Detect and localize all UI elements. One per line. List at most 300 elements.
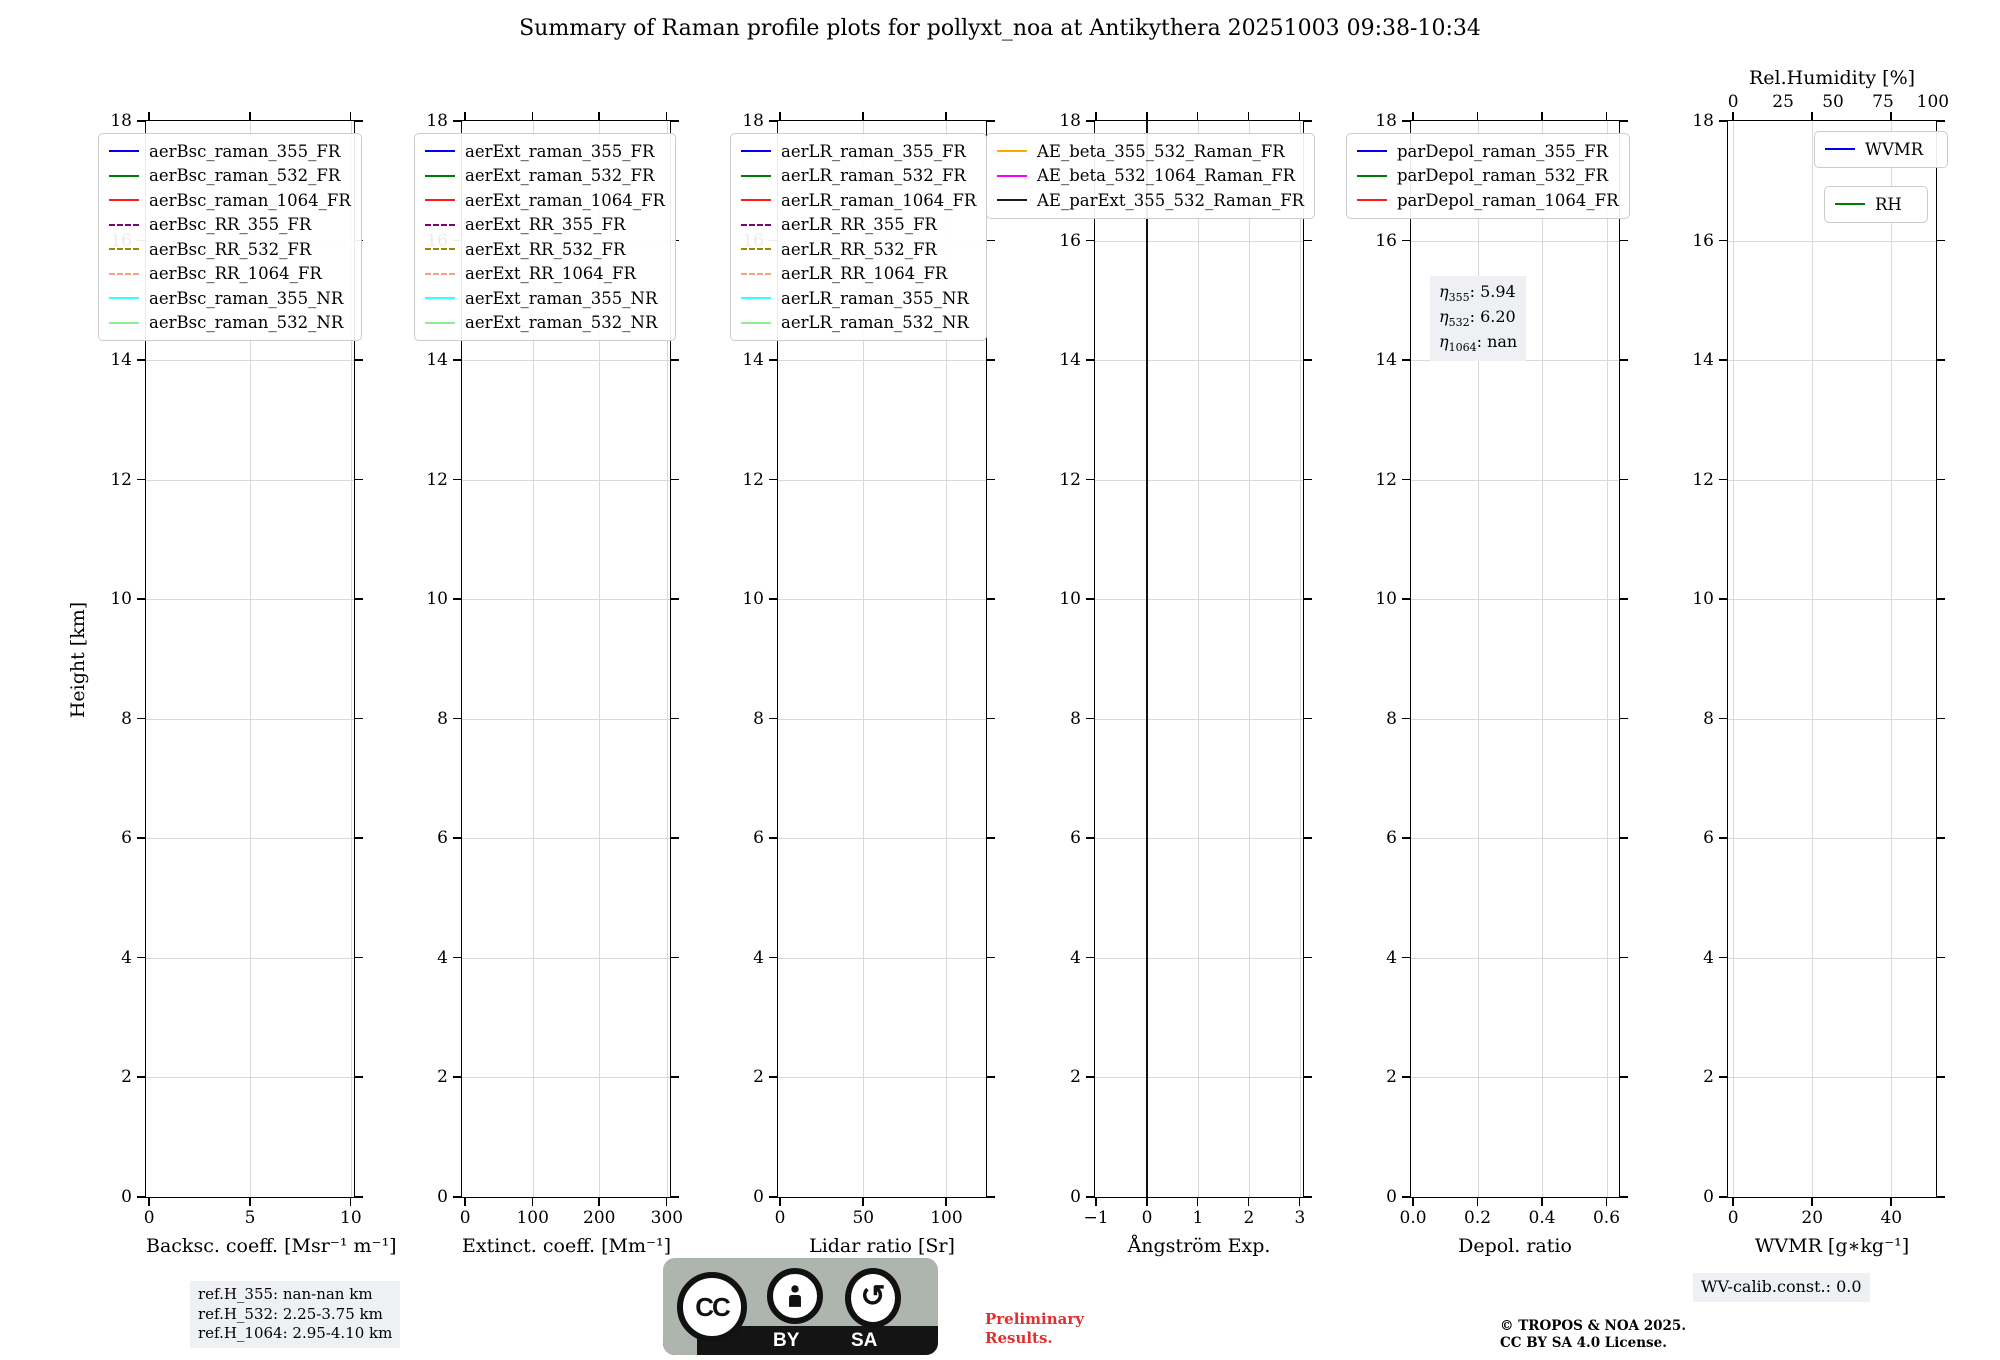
y-tick-mark — [1086, 359, 1094, 361]
y-tick-label: 6 — [1386, 828, 1397, 849]
y-tick-mark — [1937, 240, 1945, 242]
eta-value: 5.94 — [1480, 282, 1516, 301]
top-tick-label: 100 — [1916, 92, 1950, 112]
h-gridline — [462, 719, 670, 720]
x-tick-mark — [1412, 1198, 1414, 1206]
cc-by-person-icon — [767, 1268, 823, 1324]
legend-line-swatch — [425, 322, 455, 324]
legend-label: aerLR_raman_355_NR — [781, 288, 969, 308]
y-tick-label: 10 — [1692, 589, 1714, 610]
y-tick-mark — [1304, 837, 1312, 839]
y-tick-mark — [1620, 837, 1628, 839]
legend-line-swatch — [1357, 175, 1387, 177]
y-tick-label: 18 — [1059, 111, 1081, 131]
y-tick-mark — [1086, 837, 1094, 839]
y-tick-mark — [137, 1196, 145, 1198]
y-tick-mark — [1402, 718, 1410, 720]
y-tick-mark — [355, 479, 363, 481]
x-tick-label: 0 — [1141, 1208, 1153, 1228]
legend-label: aerBsc_raman_532_NR — [149, 313, 344, 333]
legend-entry — [425, 213, 665, 238]
y-tick-mark — [1304, 1196, 1312, 1198]
legend-line-swatch — [741, 297, 771, 299]
legend-entry — [425, 262, 665, 287]
y-tick-mark — [1620, 240, 1628, 242]
y-tick-mark — [987, 1076, 995, 1078]
y-tick-label: 4 — [437, 947, 448, 968]
h-gridline — [1411, 958, 1619, 959]
y-tick-mark — [769, 120, 777, 122]
x-tick-mark — [1541, 112, 1543, 120]
legend-line-swatch — [997, 199, 1027, 201]
y-tick-mark — [355, 837, 363, 839]
y-tick-mark — [355, 718, 363, 720]
y-tick-mark — [1086, 120, 1094, 122]
y-tick-label: 8 — [1386, 708, 1397, 729]
y-tick-label: 18 — [1375, 111, 1397, 131]
y-tick-mark — [1620, 1196, 1628, 1198]
y-tick-label: 14 — [1692, 350, 1714, 371]
legend-line-swatch — [425, 199, 455, 201]
y-tick-mark — [1620, 1076, 1628, 1078]
y-tick-mark — [1719, 479, 1727, 481]
eta-symbol: η — [1439, 307, 1449, 327]
legend-entry — [997, 164, 1304, 189]
h-gridline — [1728, 480, 1936, 481]
h-gridline — [1728, 958, 1936, 959]
legend-entry — [109, 237, 351, 262]
wv-calibration-annotation: WV-calib.const.: 0.0 — [1693, 1273, 1870, 1302]
h-gridline — [778, 1077, 986, 1078]
h-gridline — [1095, 838, 1303, 839]
y-tick-mark — [355, 957, 363, 959]
v-gridline — [1891, 121, 1892, 1197]
y-tick-label: 18 — [1692, 111, 1714, 131]
legend-angstroem-exponent — [986, 133, 1315, 219]
legend-entry — [997, 139, 1304, 164]
h-gridline — [1411, 480, 1619, 481]
x-tick-mark — [1197, 1198, 1199, 1206]
cc-by-label: BY — [773, 1330, 800, 1351]
y-tick-mark — [1086, 957, 1094, 959]
v-gridline — [1607, 121, 1608, 1197]
y-tick-mark — [1402, 359, 1410, 361]
legend-label: aerLR_raman_1064_FR — [781, 190, 977, 210]
x-tick-mark — [1606, 1198, 1608, 1206]
y-tick-mark — [1620, 359, 1628, 361]
x-tick-mark — [464, 112, 466, 120]
y-tick-mark — [1719, 598, 1727, 600]
y-tick-label: 6 — [753, 828, 764, 849]
h-gridline — [1095, 241, 1303, 242]
ref-h-355: ref.H_355: nan-nan km — [198, 1285, 373, 1303]
legend-entry — [109, 286, 351, 311]
y-tick-mark — [671, 837, 679, 839]
y-tick-mark — [453, 1076, 461, 1078]
h-gridline — [462, 958, 670, 959]
y-tick-mark — [1402, 1196, 1410, 1198]
legend-label: RH — [1875, 194, 1902, 214]
y-tick-label: 0 — [753, 1187, 764, 1207]
legend-line-swatch — [1357, 199, 1387, 201]
y-tick-mark — [671, 598, 679, 600]
y-tick-mark — [1402, 957, 1410, 959]
h-gridline — [1728, 1077, 1936, 1078]
y-tick-mark — [1719, 359, 1727, 361]
legend-line-swatch — [741, 248, 771, 250]
v-gridline — [1249, 121, 1250, 1197]
y-tick-mark — [453, 598, 461, 600]
preliminary-results-note: Preliminary Results. — [985, 1310, 1084, 1347]
person-icon — [782, 1283, 808, 1309]
legend-label: parDepol_raman_1064_FR — [1397, 190, 1619, 210]
legend-line-swatch — [109, 224, 139, 226]
legend-entry — [1357, 188, 1619, 213]
x-tick-label: 0.0 — [1399, 1208, 1427, 1228]
y-tick-label: 0 — [1070, 1187, 1081, 1207]
h-gridline — [1095, 360, 1303, 361]
y-tick-mark — [987, 598, 995, 600]
y-tick-mark — [1304, 479, 1312, 481]
y-tick-label: 12 — [1059, 469, 1081, 490]
y-tick-mark — [671, 1196, 679, 1198]
y-tick-label: 6 — [1070, 828, 1081, 849]
legend-label: aerExt_raman_532_FR — [465, 166, 655, 186]
y-tick-mark — [987, 479, 995, 481]
x-tick-mark — [1606, 112, 1608, 120]
legend-line-swatch — [109, 248, 139, 250]
y-tick-mark — [1402, 240, 1410, 242]
y-tick-mark — [671, 120, 679, 122]
legend-entry — [109, 262, 351, 287]
h-gridline — [1411, 719, 1619, 720]
y-tick-mark — [1719, 837, 1727, 839]
subplot-extinction — [426, 111, 684, 1257]
h-gridline — [1095, 719, 1303, 720]
y-tick-label: 18 — [110, 111, 132, 131]
top-tick-label: 0 — [1727, 92, 1739, 112]
h-gridline — [778, 599, 986, 600]
y-tick-mark — [1937, 1196, 1945, 1198]
x-tick-label: 3 — [1294, 1208, 1306, 1228]
y-tick-label: 12 — [426, 469, 448, 490]
x-tick-label: 100 — [930, 1208, 963, 1228]
h-gridline — [778, 360, 986, 361]
legend-label: aerBsc_raman_532_FR — [149, 166, 341, 186]
y-tick-mark — [1304, 359, 1312, 361]
x-tick-label: 10 — [340, 1208, 362, 1228]
h-gridline — [778, 838, 986, 839]
y-tick-label: 12 — [1375, 469, 1397, 490]
y-tick-mark — [1719, 240, 1727, 242]
eta-separator: : — [1469, 307, 1481, 327]
v-gridline — [1198, 121, 1199, 1197]
y-tick-mark — [671, 957, 679, 959]
legend-line-swatch — [741, 322, 771, 324]
legend-line-swatch — [425, 175, 455, 177]
y-tick-label: 4 — [1386, 947, 1397, 968]
subplot-depolarization — [1375, 111, 1621, 1257]
h-gridline — [462, 480, 670, 481]
y-tick-mark — [137, 957, 145, 959]
y-tick-label: 0 — [121, 1187, 132, 1207]
legend-backscatter — [98, 133, 362, 341]
y-tick-label: 16 — [1059, 230, 1081, 251]
v-gridline — [1300, 121, 1301, 1197]
legend-entry — [109, 213, 351, 238]
legend-line-swatch — [741, 150, 771, 152]
legend-line-swatch — [1357, 150, 1387, 152]
y-tick-mark — [1086, 718, 1094, 720]
y-tick-mark — [769, 837, 777, 839]
y-tick-label: 0 — [1386, 1187, 1397, 1207]
y-tick-mark — [1620, 718, 1628, 720]
h-gridline — [1728, 360, 1936, 361]
y-tick-label: 10 — [1059, 589, 1081, 610]
y-tick-label: 4 — [1070, 947, 1081, 968]
y-tick-mark — [1304, 957, 1312, 959]
legend-label: AE_parExt_355_532_Raman_FR — [1037, 190, 1305, 210]
copyright-line-2: CC BY SA 4.0 License. — [1500, 1334, 1667, 1351]
legend-extinction — [414, 133, 676, 341]
y-tick-mark — [769, 598, 777, 600]
y-tick-label: 12 — [1692, 469, 1714, 490]
y-tick-label: 4 — [1703, 947, 1714, 968]
h-gridline — [1728, 599, 1936, 600]
legend-entry — [741, 164, 976, 189]
v-gridline — [1812, 121, 1813, 1197]
x-tick-mark — [1412, 112, 1414, 120]
x-tick-label: 2 — [1243, 1208, 1255, 1228]
x-tick-mark — [1299, 112, 1301, 120]
x-tick-mark — [779, 1198, 781, 1206]
h-gridline — [462, 1077, 670, 1078]
y-tick-label: 0 — [437, 1187, 448, 1207]
cc-sa-label: SA — [851, 1330, 878, 1351]
legend-entry — [109, 164, 351, 189]
x-tick-label: 0.4 — [1528, 1208, 1556, 1228]
eta-value: nan — [1487, 332, 1518, 352]
x-tick-mark — [1890, 1198, 1892, 1206]
y-tick-mark — [137, 359, 145, 361]
legend-entry — [1357, 164, 1619, 189]
x-axis-label: Ångström Exp. — [1127, 1235, 1271, 1257]
x-tick-mark — [1811, 112, 1813, 120]
x-tick-mark — [1146, 1198, 1148, 1206]
y-tick-label: 4 — [753, 947, 764, 968]
x-tick-mark — [249, 1198, 251, 1206]
v-gridline — [1542, 121, 1543, 1197]
y-tick-label: 10 — [426, 589, 448, 610]
y-tick-mark — [1719, 1076, 1727, 1078]
cc-sa-arrow-icon: ↺ — [845, 1268, 901, 1328]
legend-line-swatch — [1825, 148, 1855, 150]
h-gridline — [1095, 1077, 1303, 1078]
y-tick-label: 6 — [1703, 828, 1714, 849]
y-tick-mark — [987, 240, 995, 242]
legend-label: aerLR_raman_532_NR — [781, 313, 969, 333]
y-tick-mark — [1937, 837, 1945, 839]
legend-line-swatch — [109, 273, 139, 275]
eta-wavelength: 1064 — [1448, 341, 1477, 355]
top-axis-label: Rel.Humidity [%] — [1748, 67, 1916, 89]
legend-entry — [741, 311, 976, 336]
legend-entry — [425, 311, 665, 336]
legend-label: aerBsc_raman_355_FR — [149, 141, 341, 161]
legend-entry — [425, 237, 665, 262]
y-tick-mark — [1937, 359, 1945, 361]
x-tick-label: 5 — [244, 1208, 256, 1228]
y-tick-mark — [987, 120, 995, 122]
legend-entry — [1357, 139, 1619, 164]
x-tick-label: 0.2 — [1464, 1208, 1492, 1228]
x-tick-mark — [1890, 112, 1892, 120]
y-tick-label: 8 — [1070, 708, 1081, 729]
y-tick-mark — [137, 718, 145, 720]
y-tick-label: 14 — [110, 350, 132, 371]
x-tick-mark — [464, 1198, 466, 1206]
x-tick-mark — [532, 112, 534, 120]
v-gridline — [1733, 121, 1734, 1197]
x-tick-mark — [1095, 112, 1097, 120]
y-tick-mark — [137, 120, 145, 122]
legend-label: aerLR_RR_355_FR — [781, 215, 937, 235]
y-tick-mark — [987, 837, 995, 839]
h-gridline — [1728, 241, 1936, 242]
legend-entry — [741, 188, 976, 213]
y-tick-label: 8 — [437, 708, 448, 729]
y-tick-label: 16 — [1692, 230, 1714, 251]
y-tick-mark — [1620, 120, 1628, 122]
y-tick-mark — [1402, 837, 1410, 839]
y-tick-mark — [987, 1196, 995, 1198]
y-tick-mark — [769, 1196, 777, 1198]
x-tick-label: 100 — [516, 1208, 549, 1228]
h-gridline — [462, 599, 670, 600]
y-tick-label: 8 — [753, 708, 764, 729]
ref-h-1064: ref.H_1064: 2.95-4.10 km — [198, 1324, 393, 1342]
eta-separator: : — [1469, 282, 1481, 301]
legend-line-swatch — [109, 199, 139, 201]
legend-line-swatch — [109, 297, 139, 299]
y-tick-mark — [355, 1076, 363, 1078]
h-gridline — [1095, 599, 1303, 600]
copyright-line-1: © TROPOS & NOA 2025. — [1500, 1318, 1687, 1334]
legend-label: aerLR_RR_532_FR — [781, 239, 937, 259]
y-tick-mark — [453, 718, 461, 720]
y-tick-label: 18 — [426, 111, 448, 131]
y-tick-label: 14 — [742, 350, 764, 371]
legend-wvmr — [1814, 131, 1948, 168]
y-tick-label: 0 — [1703, 1187, 1714, 1207]
x-tick-mark — [1248, 1198, 1250, 1206]
legend-label: parDepol_raman_355_FR — [1397, 141, 1609, 161]
h-gridline — [462, 838, 670, 839]
y-tick-mark — [769, 479, 777, 481]
y-tick-mark — [1719, 718, 1727, 720]
y-tick-mark — [453, 359, 461, 361]
h-gridline — [1728, 719, 1936, 720]
x-tick-mark — [862, 112, 864, 120]
legend-line-swatch — [425, 273, 455, 275]
y-tick-mark — [355, 598, 363, 600]
y-tick-label: 10 — [110, 589, 132, 610]
legend-line-swatch — [741, 224, 771, 226]
cc-by-sa-license-badge — [663, 1258, 938, 1355]
y-tick-mark — [1402, 479, 1410, 481]
legend-line-swatch — [741, 273, 771, 275]
y-tick-label: 16 — [1375, 230, 1397, 251]
x-axis-label: Lidar ratio [Sr] — [809, 1235, 955, 1257]
legend-label: parDepol_raman_532_FR — [1397, 166, 1609, 186]
legend-label: aerExt_RR_532_FR — [465, 239, 626, 259]
legend-label: AE_beta_355_532_Raman_FR — [1037, 141, 1285, 161]
subplot-backscatter — [110, 111, 397, 1257]
x-tick-mark — [666, 112, 668, 120]
h-gridline — [1411, 838, 1619, 839]
y-tick-label: 2 — [753, 1067, 764, 1088]
legend-line-swatch — [1835, 203, 1865, 205]
x-tick-label: 200 — [583, 1208, 616, 1228]
top-tick-label: 25 — [1772, 92, 1794, 112]
h-gridline — [1411, 241, 1619, 242]
y-tick-mark — [1937, 1076, 1945, 1078]
x-axis-label: Extinct. coeff. [Mm⁻¹] — [462, 1235, 672, 1257]
legend-line-swatch — [109, 150, 139, 152]
x-tick-label: 20 — [1801, 1208, 1824, 1228]
legend-entry — [425, 188, 665, 213]
y-tick-mark — [1719, 957, 1727, 959]
top-tick-label: 50 — [1822, 92, 1844, 112]
y-tick-label: 14 — [1375, 350, 1397, 371]
eta-value: 6.20 — [1480, 307, 1516, 327]
y-tick-mark — [769, 718, 777, 720]
y-tick-mark — [1937, 957, 1945, 959]
x-tick-label: 0 — [143, 1208, 155, 1228]
x-tick-mark — [1541, 1198, 1543, 1206]
legend-label: aerExt_raman_1064_FR — [465, 190, 665, 210]
legend-label: aerExt_RR_355_FR — [465, 215, 626, 235]
y-tick-label: 10 — [1375, 589, 1397, 610]
y-tick-mark — [1719, 1196, 1727, 1198]
y-tick-mark — [137, 837, 145, 839]
x-tick-mark — [1811, 1198, 1813, 1206]
y-tick-label: 2 — [1386, 1067, 1397, 1088]
legend-entry — [741, 262, 976, 287]
y-tick-mark — [1937, 120, 1945, 122]
y-tick-mark — [453, 1196, 461, 1198]
y-tick-mark — [1086, 479, 1094, 481]
x-tick-label: 0.6 — [1592, 1208, 1621, 1228]
subplot-angstroem-exponent — [1037, 111, 1306, 1257]
y-tick-label: 14 — [1059, 350, 1081, 371]
y-tick-mark — [1086, 240, 1094, 242]
legend-entry — [741, 237, 976, 262]
eta-wavelength: 355 — [1448, 291, 1470, 305]
legend-label: WVMR — [1865, 139, 1924, 159]
x-axis-label: WVMR [g∗kg⁻¹] — [1754, 1235, 1910, 1257]
y-tick-mark — [987, 718, 995, 720]
x-tick-mark — [1146, 112, 1148, 120]
x-tick-label: 40 — [1880, 1208, 1903, 1228]
y-tick-mark — [1402, 1076, 1410, 1078]
y-tick-label: 14 — [426, 350, 448, 371]
x-tick-mark — [598, 1198, 600, 1206]
y-tick-label: 6 — [121, 828, 132, 849]
legend-entry — [741, 213, 976, 238]
legend-line-swatch — [425, 150, 455, 152]
y-tick-mark — [355, 359, 363, 361]
